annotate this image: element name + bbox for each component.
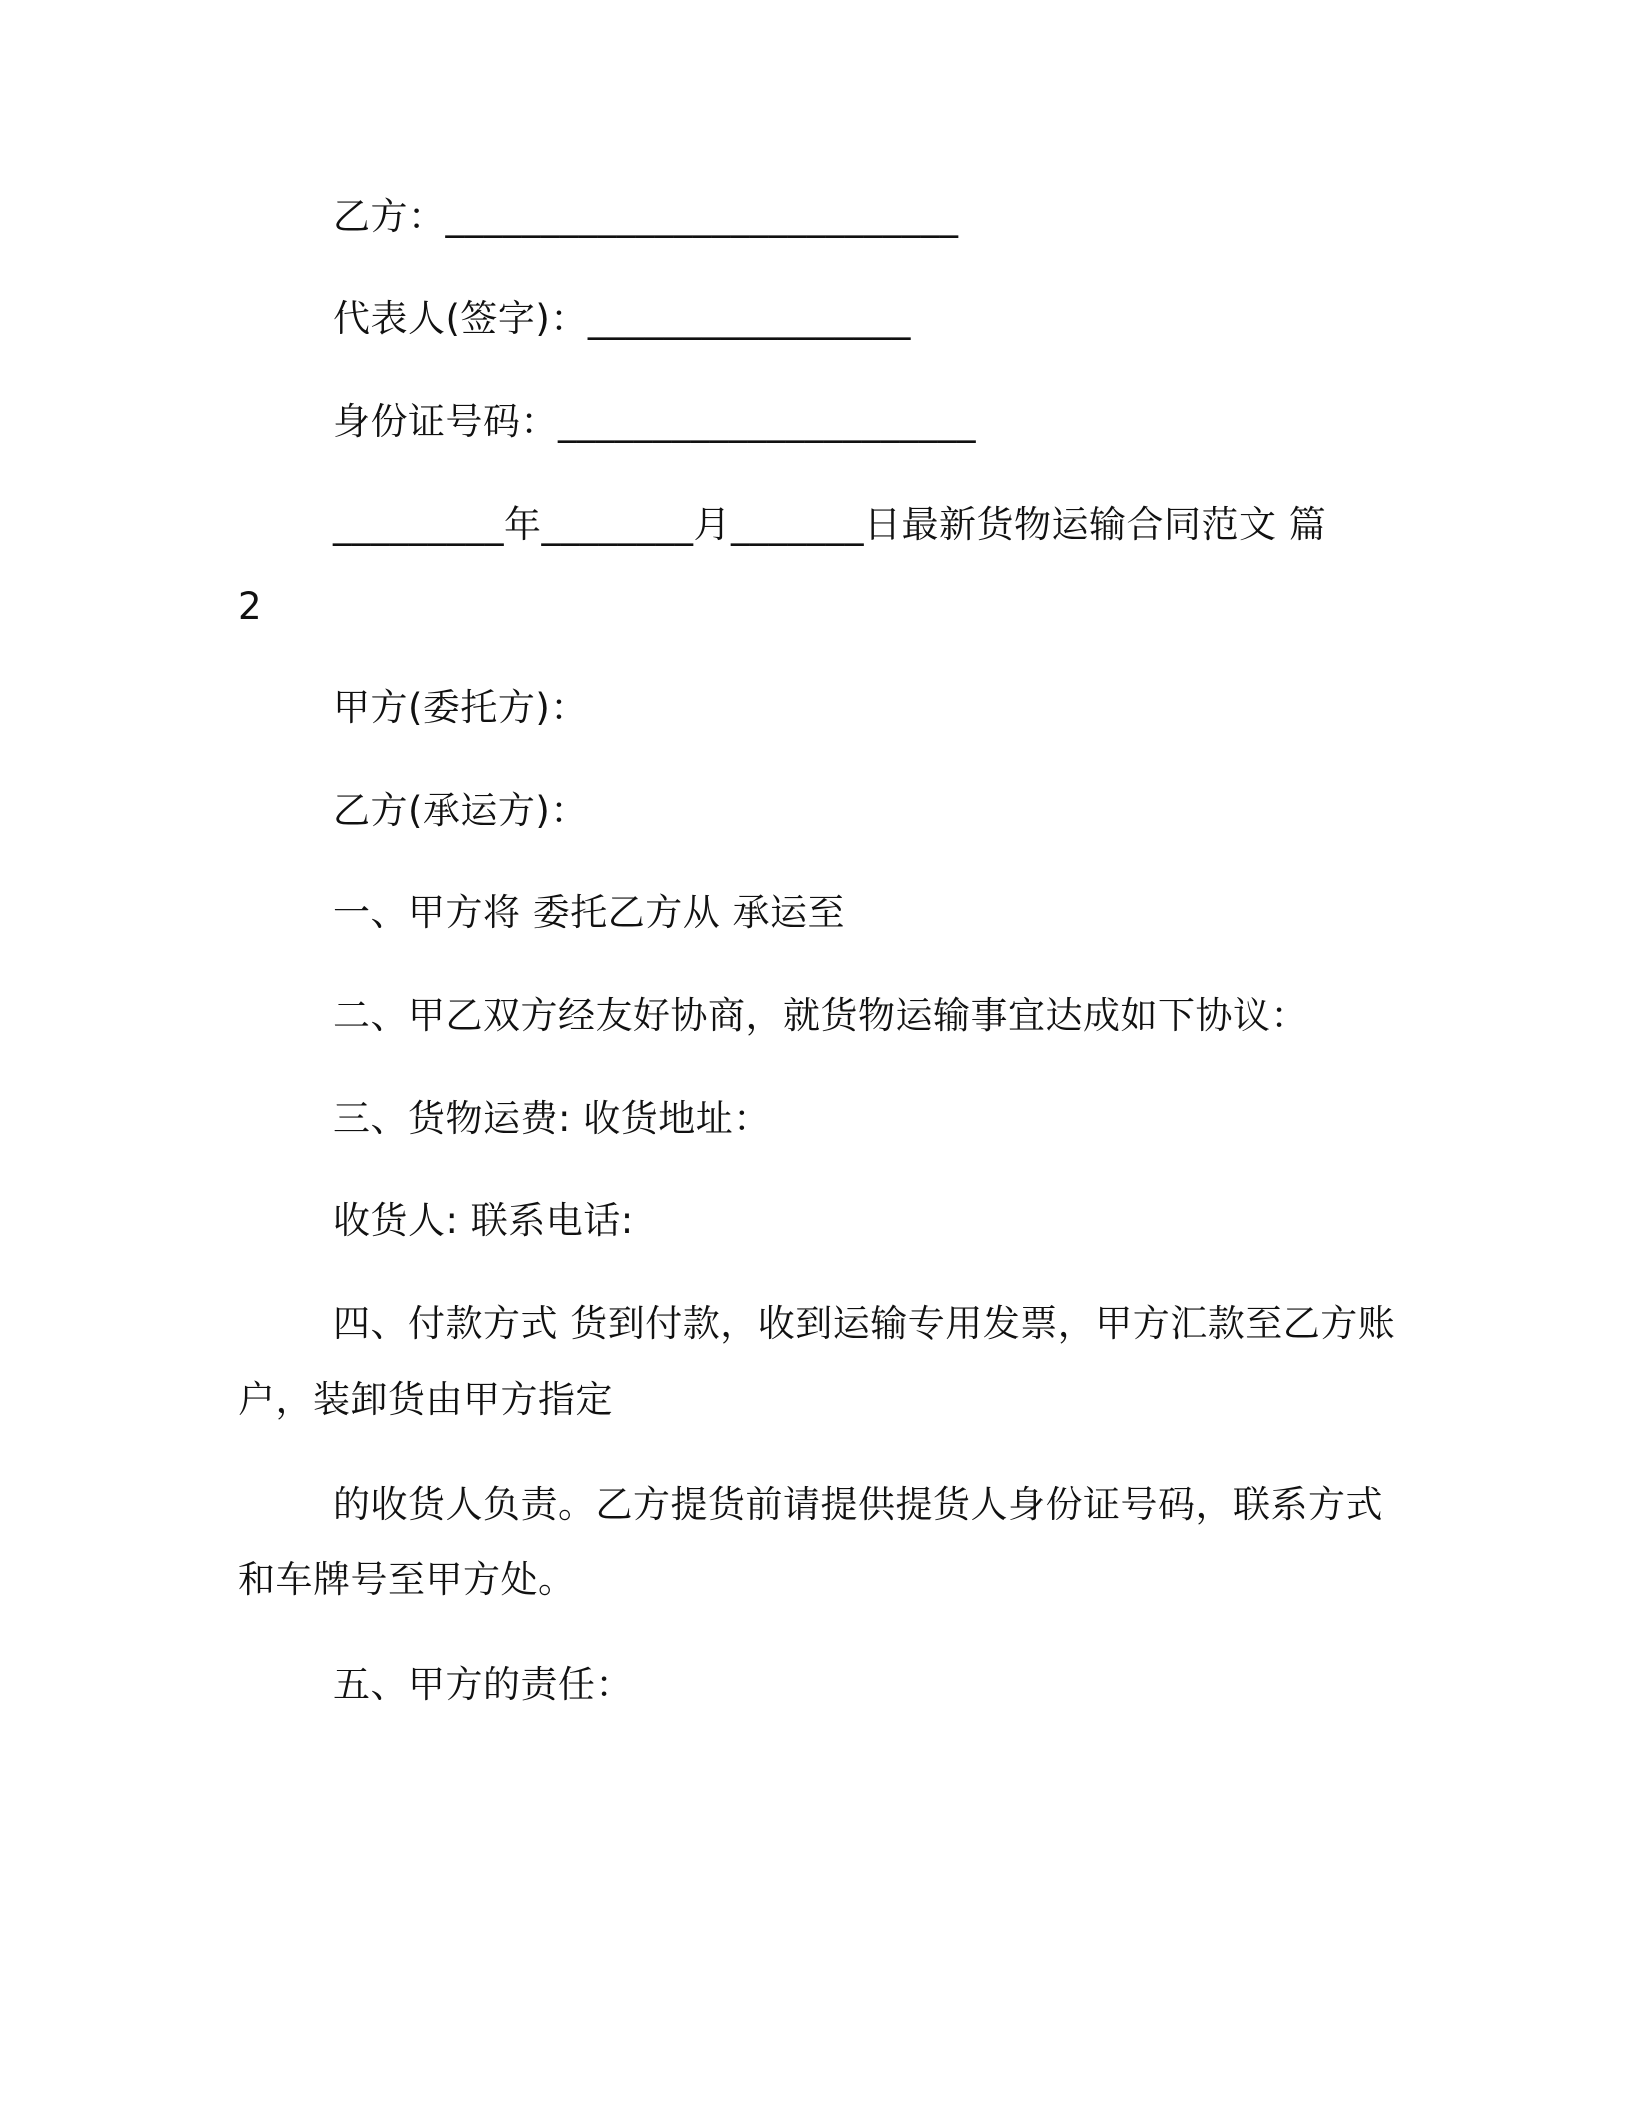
- clause-4: 四、付款方式 货到付款，收到运输专用发票，甲方汇款至乙方账: [333, 1302, 1396, 1345]
- clause-4-continuation: 户，装卸货由甲方指定: [238, 1378, 613, 1421]
- date-title-line: _________年________月_______日最新货物运输合同范文 篇: [333, 503, 1327, 546]
- consignee-responsibility-continuation: 和车牌号至甲方处。: [238, 1558, 576, 1601]
- id-number-line: 身份证号码：______________________: [333, 400, 976, 443]
- consignee-line: 收货人: 联系电话:: [333, 1199, 634, 1242]
- representative-signature-line: 代表人(签字)：_________________: [333, 297, 911, 340]
- clause-5: 五、甲方的责任：: [333, 1663, 633, 1706]
- clause-2: 二、甲乙双方经友好协商，就货物运输事宜达成如下协议：: [333, 994, 1308, 1037]
- party-b-carrier-line: 乙方(承运方)：: [333, 789, 588, 832]
- party-b-line: 乙方：___________________________: [333, 195, 959, 238]
- clause-3: 三、货物运费: 收货地址：: [333, 1097, 771, 1140]
- party-a-consignor-line: 甲方(委托方)：: [333, 686, 588, 729]
- clause-1: 一、甲方将 委托乙方从 承运至: [333, 891, 846, 934]
- consignee-responsibility-line: 的收货人负责。乙方提货前请提供提货人身份证号码，联系方式: [333, 1483, 1383, 1526]
- date-title-continuation: 2: [238, 585, 263, 628]
